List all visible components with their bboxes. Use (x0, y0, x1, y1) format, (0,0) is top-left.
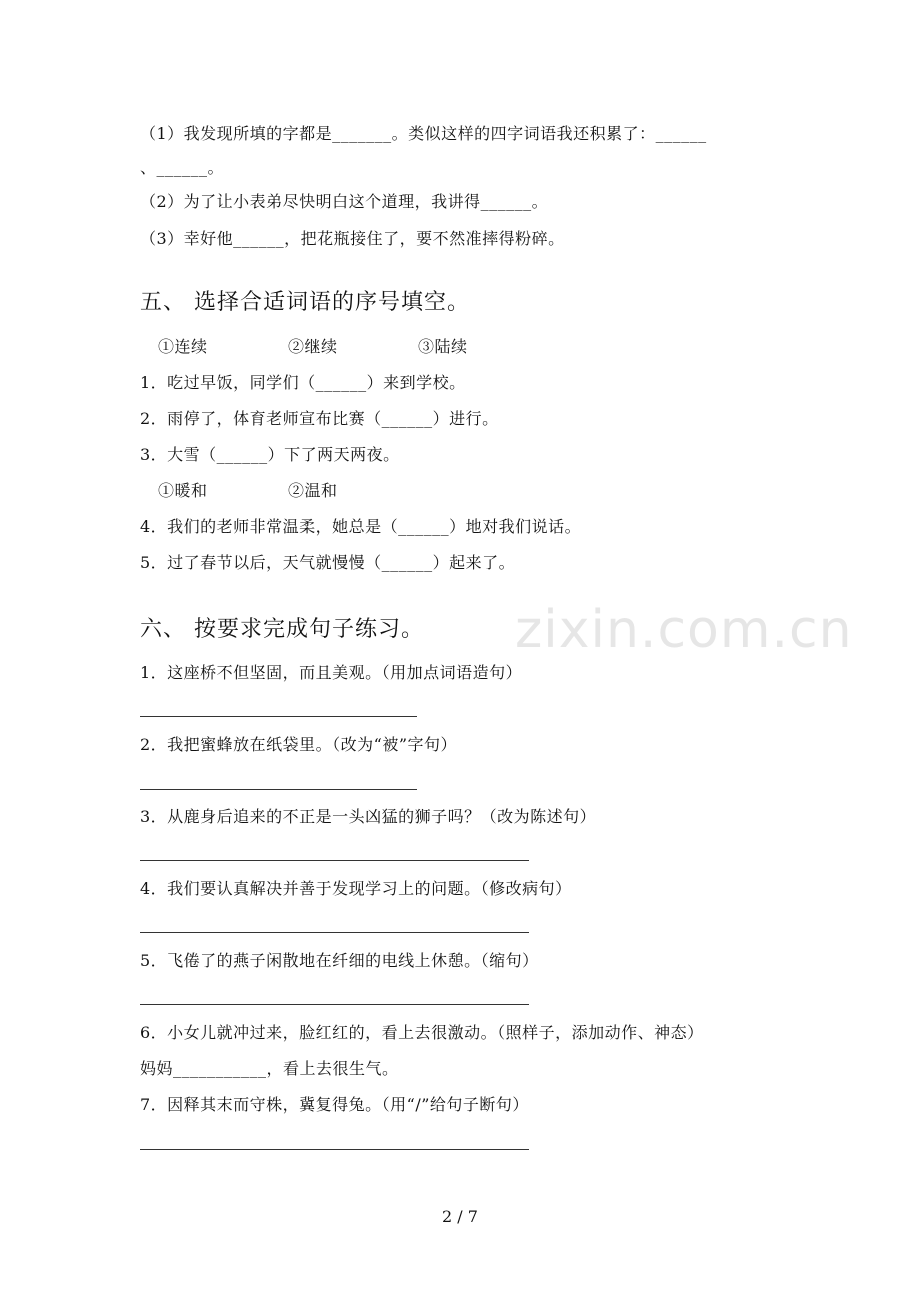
section6-heading: 六、 按要求完成句子练习。 (140, 617, 424, 642)
s6-item-6-example: 妈妈___________，看上去很生气。 (140, 1059, 399, 1078)
s6-item-2: 2．我把蜜蜂放在纸袋里。（改为“被”字句） (140, 735, 458, 754)
s6-item-1: 1．这座桥不但坚固，而且美观。（用加点词语造句） (140, 663, 523, 682)
s5-option2-1: ①暖和 (158, 481, 208, 500)
s4-q3: （3）幸好他______，把花瓶接住了，要不然准摔得粉碎。 (140, 229, 565, 248)
s5-item-2: 2．雨停了，体育老师宣布比赛（______）进行。 (140, 409, 499, 428)
answer-line-5 (140, 1004, 529, 1005)
section5-heading: 五、 选择合适词语的序号填空。 (140, 290, 470, 315)
s6-item-3: 3．从鹿身后追来的不正是一头凶猛的狮子吗？（改为陈述句） (140, 807, 597, 826)
s5-item-1: 1．吃过早饭，同学们（______）来到学校。 (140, 373, 466, 392)
s6-item-5: 5．飞倦了的燕子闲散地在纤细的电线上休憩。（缩句） (140, 951, 539, 970)
s6-item-4: 4．我们要认真解决并善于发现学习上的问题。（修改病句） (140, 879, 572, 898)
s4-q1-line-a: （1）我发现所填的字都是_______。类似这样的四字词语我还积累了：______ (140, 124, 707, 143)
page-number: 2 / 7 (442, 1207, 478, 1226)
s5-item-3: 3．大雪（______）下了两天两夜。 (140, 445, 400, 464)
s4-q2: （2）为了让小表弟尽快明白这个道理，我讲得______。 (140, 192, 549, 211)
s6-item-7: 7．因释其末而守株，冀复得兔。（用“/”给句子断句） (140, 1095, 529, 1114)
s5-option-3: ③陆续 (418, 337, 468, 356)
answer-line-7 (140, 1149, 529, 1150)
s4-q1-line-b: 、______。 (140, 158, 225, 177)
s5-option-1: ①连续 (158, 337, 208, 356)
answer-line-1 (140, 716, 417, 717)
s5-option2-2: ②温和 (288, 481, 338, 500)
s5-item-5: 5．过了春节以后，天气就慢慢（______）起来了。 (140, 553, 516, 572)
watermark: zixin.com.cn (515, 600, 853, 660)
answer-line-3 (140, 860, 529, 861)
s6-item-6: 6．小女儿就冲过来，脸红红的，看上去很激动。（照样子，添加动作、神态） (140, 1023, 704, 1042)
s5-option-2: ②继续 (288, 337, 338, 356)
answer-line-4 (140, 932, 529, 933)
s5-item-4: 4．我们的老师非常温柔，她总是（______）地对我们说话。 (140, 517, 582, 536)
answer-line-2 (140, 789, 417, 790)
